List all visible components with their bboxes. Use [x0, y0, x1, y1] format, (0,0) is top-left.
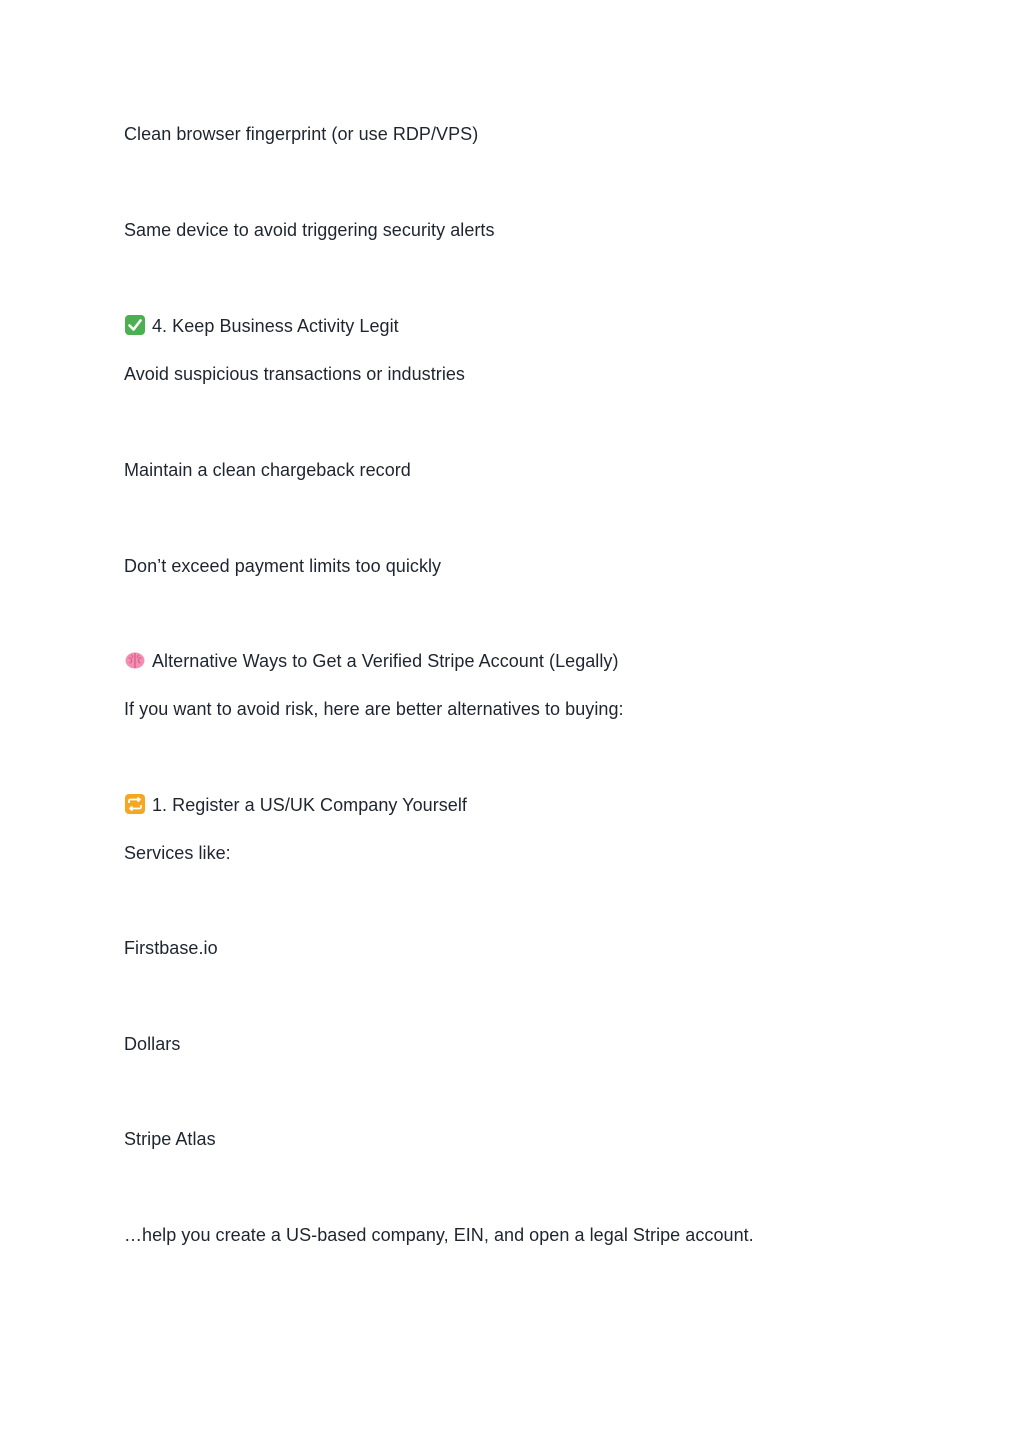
- paragraph-chargeback: [124, 458, 411, 482]
- paragraph-text: Clean browser fingerprint (or use RDP/VPS): [124, 124, 479, 144]
- paragraph-avoid-suspicious: [124, 362, 465, 386]
- heading-keep-business-legit: [124, 314, 399, 338]
- heading-register-company: [124, 793, 467, 817]
- list-item-firstbase: [124, 936, 218, 960]
- check-mark-icon: [124, 314, 146, 336]
- paragraph-same-device: [124, 218, 495, 242]
- paragraph-text: Don’t exceed payment limits too quickly: [124, 556, 442, 576]
- paragraph-text: Services like:: [124, 843, 231, 863]
- paragraph-help-you-create: [124, 1223, 754, 1247]
- paragraph-payment-limits: [124, 554, 441, 578]
- heading-text: 1. Register a US/UK Company Yourself: [152, 795, 467, 815]
- heading-text: 4. Keep Business Activity Legit: [152, 316, 399, 336]
- paragraph-text: …help you create a US-based company, EIN, and open a legal Stripe account.: [124, 1225, 754, 1245]
- paragraph-text: Maintain a clean chargeback record: [124, 460, 411, 480]
- repeat-icon: [124, 793, 146, 815]
- brain-icon: [124, 649, 146, 671]
- list-item-dollars: [124, 1032, 180, 1056]
- list-item-stripe-atlas: [124, 1127, 216, 1151]
- paragraph-services-like: [124, 841, 231, 865]
- paragraph-text: Same device to avoid triggering security alerts: [124, 220, 495, 240]
- paragraph-clean-fingerprint: [124, 122, 478, 146]
- heading-text: Alternative Ways to Get a Verified Stripe Account (Legally): [152, 651, 619, 671]
- paragraph-text: Avoid suspicious transactions or industries: [124, 364, 465, 384]
- heading-alternative-ways: [124, 649, 619, 673]
- list-item-text: Firstbase.io: [124, 938, 218, 958]
- paragraph-text: If you want to avoid risk, here are better alternatives to buying:: [124, 699, 624, 719]
- paragraph-avoid-risk: [124, 697, 624, 721]
- list-item-text: Stripe Atlas: [124, 1129, 216, 1149]
- list-item-text: Dollars: [124, 1034, 181, 1054]
